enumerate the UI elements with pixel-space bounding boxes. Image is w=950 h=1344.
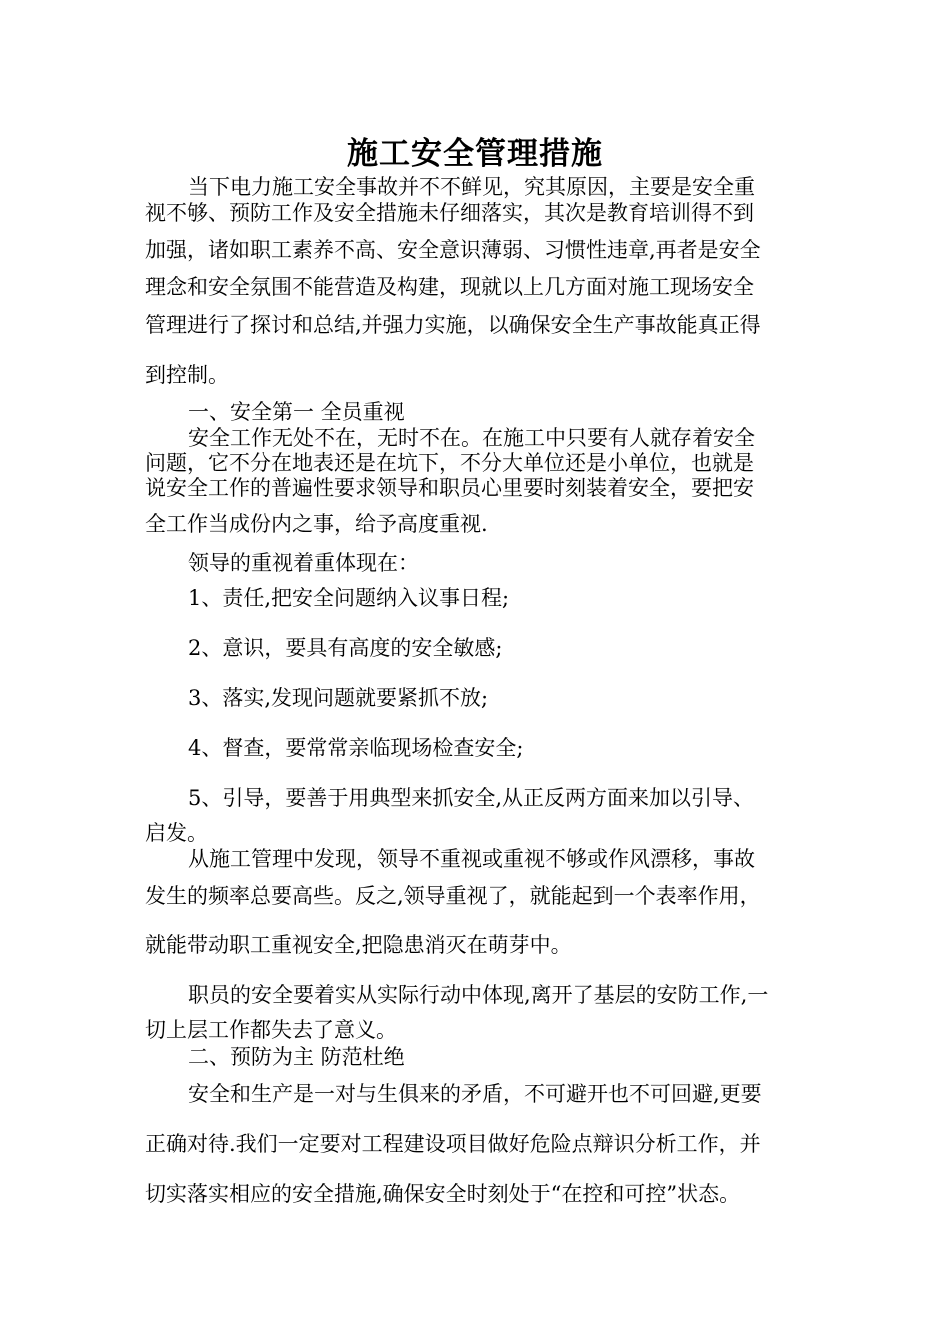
- paragraph-line: 就能带动职工重视安全,把隐患消灭在萌芽中。: [145, 933, 572, 957]
- list-item-continuation: 启发。: [145, 821, 208, 845]
- paragraph-line: 领导的重视着重体现在：: [188, 551, 419, 575]
- section-heading-2: 二、预防为主 防范杜绝: [188, 1045, 405, 1069]
- list-item: 4、督查，要常常亲临现场检查安全;: [188, 736, 524, 760]
- paragraph-line: 正确对待.我们一定要对工程建设项目做好危险点辩识分析工作，并: [145, 1132, 761, 1156]
- paragraph-line: 切实落实相应的安全措施,确保安全时刻处于“在控和可控”状态。: [145, 1182, 741, 1206]
- paragraph-line: 问题，它不分在地表还是在坑下，不分大单位还是小单位，也就是: [145, 451, 754, 475]
- section-heading-1: 一、安全第一 全员重视: [188, 400, 405, 424]
- paragraph-line: 说安全工作的普遍性要求领导和职员心里要时刻装着安全，要把安: [145, 476, 754, 500]
- paragraph-line: 职员的安全要着实从实际行动中体现,离开了基层的安防工作,一: [188, 983, 769, 1007]
- list-item: 5、引导，要善于用典型来抓安全,从正反两方面来加以引导、: [188, 786, 755, 810]
- paragraph-line: 管理进行了探讨和总结,并强力实施，以确保安全生产事故能真正得: [145, 313, 761, 337]
- list-item: 2、意识，要具有高度的安全敏感;: [188, 636, 503, 660]
- paragraph-line: 当下电力施工安全事故并不不鲜见，究其原因，主要是安全重: [188, 175, 755, 199]
- paragraph-line: 切上层工作都失去了意义。: [145, 1018, 397, 1042]
- paragraph-line: 加强，诸如职工素养不高、安全意识薄弱、习惯性违章,再者是安全: [145, 238, 761, 262]
- paragraph-line: 安全和生产是一对与生俱来的矛盾，不可避开也不可回避,更要: [188, 1082, 762, 1106]
- document-title: 施工安全管理措施: [347, 136, 603, 172]
- paragraph-line: 安全工作无处不在，无时不在。在施工中只要有人就存着安全: [188, 426, 755, 450]
- list-item: 3、落实,发现问题就要紧抓不放;: [188, 686, 489, 710]
- paragraph-line: 发生的频率总要高些。反之,领导重视了，就能起到一个表率作用，: [145, 884, 761, 908]
- paragraph-line: 理念和安全氛围不能营造及构建，现就以上几方面对施工现场安全: [145, 275, 754, 299]
- paragraph-line: 视不够、预防工作及安全措施未仔细落实，其次是教育培训得不到: [145, 201, 754, 225]
- paragraph-line: 全工作当成份内之事，给予高度重视.: [145, 512, 488, 536]
- paragraph-line: 从施工管理中发现，领导不重视或重视不够或作风漂移，事故: [188, 847, 755, 871]
- list-item: 1、责任,把安全问题纳入议事日程;: [188, 586, 510, 610]
- paragraph-line: 到控制。: [145, 363, 229, 387]
